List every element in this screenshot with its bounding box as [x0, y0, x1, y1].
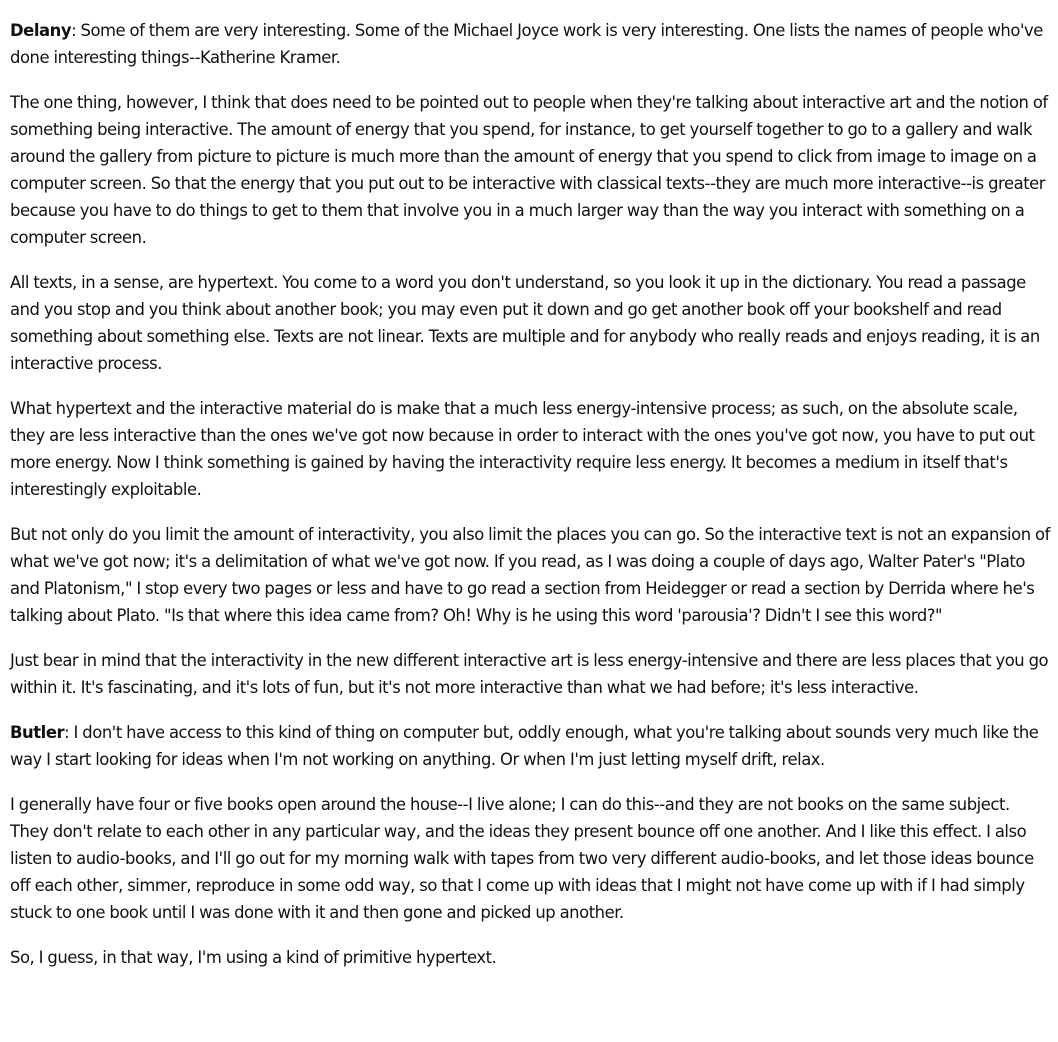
paragraph-delany-3 [10, 269, 1052, 377]
paragraph-text: But not only do you limit the amount of interactivity, you also limit the places you can go. So the interactive text is not an expansion of what we've got now; it's a delimitation of what we've got now. If you read, as I was doing a couple of days ago, Walter Pater's "Plato and Platonism," I stop every two pages or less and have to go read a section from Heidegger or read a section by Derrida where he's talking about Plato. "Is that where this idea came from? Oh! Why is he using this word 'parousia'? Didn't I see this word?" [10, 525, 1050, 625]
paragraph-text: So, I guess, in that way, I'm using a kind of primitive hypertext. [10, 948, 497, 967]
paragraph-text: All texts, in a sense, are hypertext. You come to a word you don't understand, so you look it up in the dictionary. You read a passage and you stop and you think about another book; you may even put it down and go get another book off your bookshelf and read something about something else. Texts are not linear. Texts are multiple and for anybody who really reads and enjoys reading, it is an interactive process. [10, 273, 1040, 373]
paragraph-text: What hypertext and the interactive material do is make that a much less energy-intensive process; as such, on the absolute scale, they are less interactive than the ones we've got now because in order to interact with the ones you've got now, you have to put out more energy. Now I think something is gained by having the interactivity require less energy. It becomes a medium in itself that's interestingly exploitable. [10, 399, 1035, 499]
paragraph-delany-5 [10, 521, 1052, 629]
paragraph-butler-1 [10, 719, 1052, 773]
paragraph-butler-2 [10, 791, 1052, 926]
paragraph-text: Just bear in mind that the interactivity in the new different interactive art is less energy-intensive and there are less places that you go within it. It's fascinating, and it's lots of fun, but it's not more interactive than what we had before; it's less interactive. [10, 651, 1049, 697]
paragraph-text: : Some of them are very interesting. Some of the Michael Joyce work is very interesting. One lists the names of people who've done interesting things--Katherine Kramer. [10, 21, 1043, 67]
paragraph-text: : I don't have access to this kind of thing on computer but, oddly enough, what you're talking about sounds very much like the way I start looking for ideas when I'm not working on anything. Or when I'm just letting myself drift, relax. [10, 723, 1039, 769]
paragraph-text: I generally have four or five books open around the house--I live alone; I can do this--and they are not books on the same subject. They don't relate to each other in any particular way, and the ideas they present bounce off one another. And I like this effect. I also listen to audio-books, and I'll go out for my morning walk with tapes from two very different audio-books, and let those ideas bounce off each other, simmer, reproduce in some odd way, so that I come up with ideas that I might not have come up with if I had simply stuck to one book until I was done with it and then gone and picked up another. [10, 795, 1034, 922]
paragraph-text: The one thing, however, I think that does need to be pointed out to people when they're talking about interactive art and the notion of something being interactive. The amount of energy that you spend, for instance, to get yourself together to go to a gallery and walk around the gallery from picture to picture is much more than the amount of energy that you spend to click from image to image on a computer screen. So that the energy that you put out to be interactive with classical texts--they are much more interactive--is greater because you have to do things to get to them that involve you in a much larger way than the way you interact with something on a computer screen. [10, 93, 1048, 247]
paragraph-delany-1 [10, 17, 1052, 71]
paragraph-butler-3 [10, 944, 1052, 971]
speaker-name: Delany [10, 21, 72, 40]
paragraph-delany-6 [10, 647, 1052, 701]
paragraph-delany-4 [10, 395, 1052, 503]
interview-article [10, 17, 1052, 971]
paragraph-delany-2 [10, 89, 1052, 251]
speaker-name: Butler [10, 723, 65, 742]
